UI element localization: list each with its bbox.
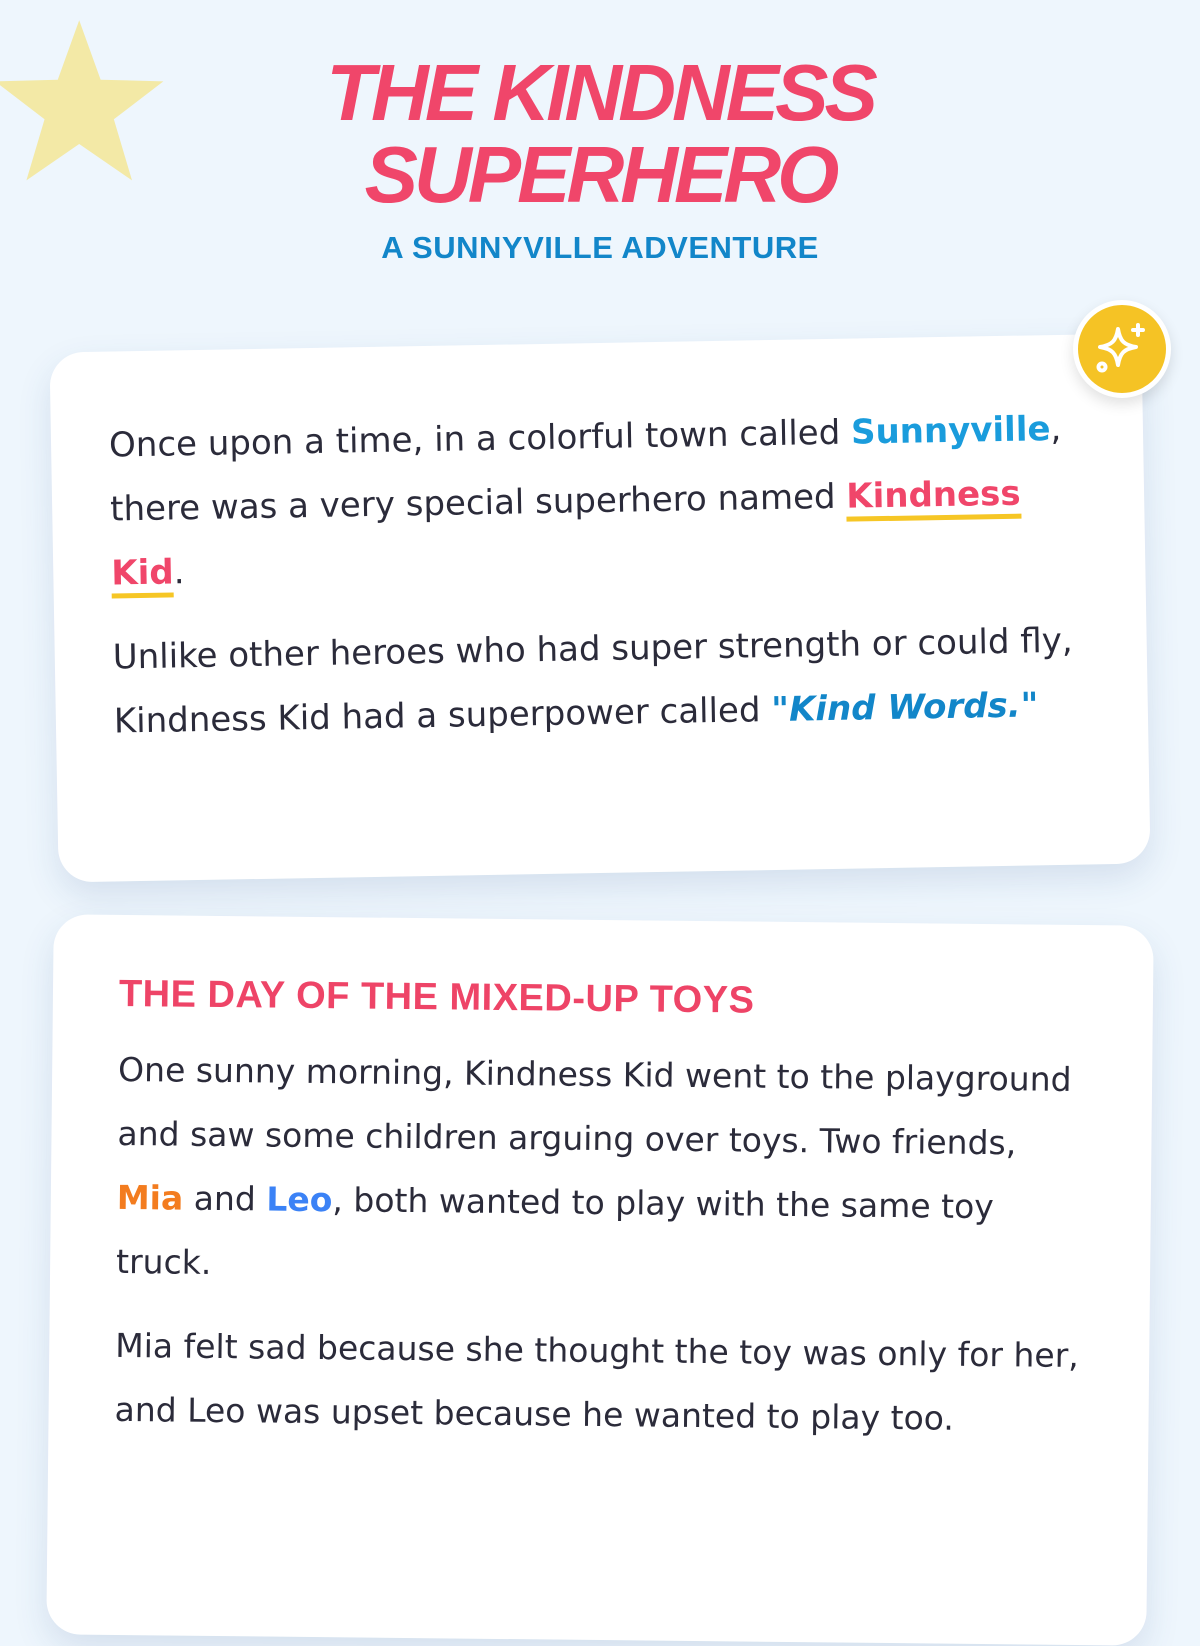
title-line-2: SUPERHERO [364,130,836,219]
intro-paragraph-2 [112,608,1090,753]
friend-name-leo: Leo [266,1179,333,1220]
friend-name-mia: Mia [116,1177,184,1218]
hero-name: Kindness Kid [111,474,1021,599]
title-line-1: THE KINDNESS [326,48,874,137]
sparkles-badge [1073,300,1171,398]
chapter-paragraph-2: Mia felt sad because she thought the toy was only for her, and Leo was upset because he wanted to play too. [114,1325,1079,1438]
chapter-paragraph-1 [116,1038,1089,1304]
chapter-text-3: , both wanted to play with the same toy truck. [115,1180,994,1282]
intro-paragraph-1 [109,397,1088,606]
town-name: Sunnyville [850,409,1051,453]
intro-text-4: Unlike other heroes who had super strength or could fly, Kindness Kid had a superpower called [112,620,1073,742]
superpower-name: "Kind Words." [770,685,1039,731]
intro-text-1: Once upon a time, in a colorful town called [108,412,852,466]
page-subtitle: A SUNNYVILLE ADVENTURE [381,230,819,265]
intro-text-2: , there was a very special superhero named [109,408,1062,530]
sparkles-icon [1094,321,1150,377]
chapter-text-2: and [183,1178,267,1219]
intro-story-card [49,334,1150,883]
page-title [0,48,1200,219]
chapter-text-1: One sunny morning, Kindness Kid went to the playground and saw some children arguing over toys. Two friends, [117,1049,1072,1163]
chapter-heading: THE DAY OF THE MIXED-UP TOYS [118,972,755,1022]
chapter-story-card [46,914,1153,1645]
intro-text-3: . [173,552,185,593]
